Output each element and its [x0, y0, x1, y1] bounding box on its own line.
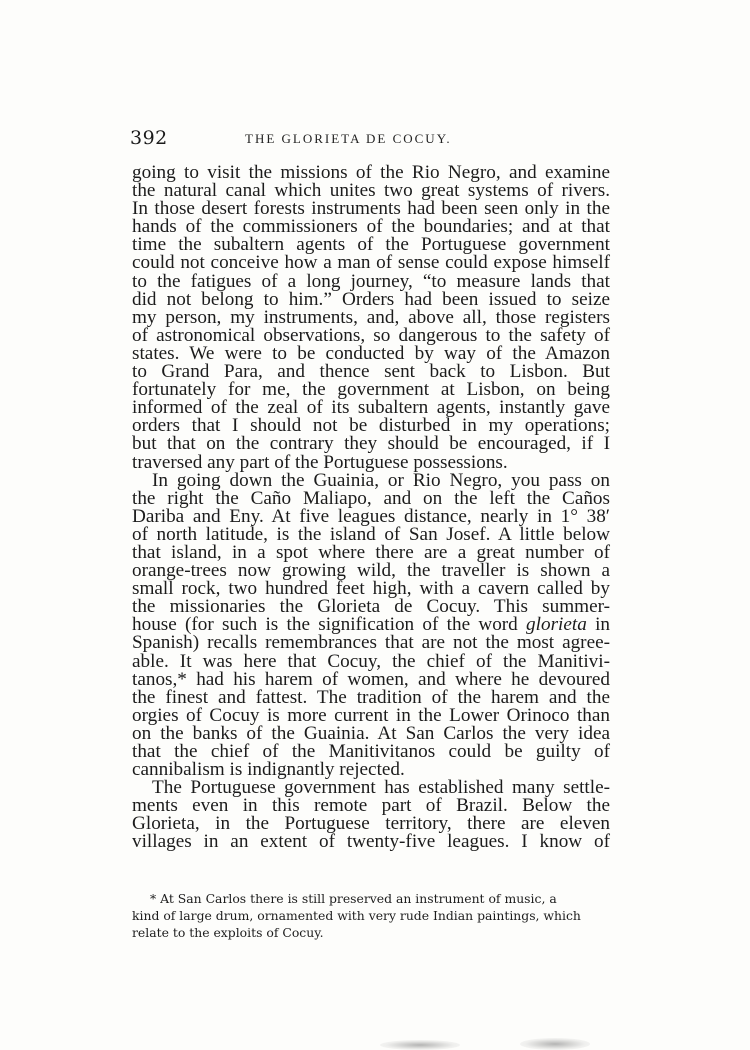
text-line: of north latitude, is the island of San Josef. A little below — [132, 523, 610, 545]
text-line: the natural canal which unites two great systems of rivers. — [132, 180, 610, 202]
text-line: on the banks of the Guainia. At San Carlos the very idea — [132, 722, 610, 744]
text-line: Spanish) recalls remembrances that are not the most agree- — [132, 632, 610, 654]
text-line: able. It was here that Cocuy, the chief of the Manitivi- — [132, 650, 610, 672]
text-line: cannibalism is indignantly rejected. — [132, 759, 405, 781]
text-line: small rock, two hundred feet high, with a cavern called by — [132, 578, 610, 600]
text-line: In going down the Guainia, or Rio Negro, you pass on — [152, 469, 610, 491]
text-line: house (for such is the signification of the word glorieta in — [132, 614, 610, 636]
text-line: the missionaries the Glorieta de Cocuy. This summer- — [132, 596, 610, 618]
text-line: my person, my instruments, and, above all, those registers — [132, 306, 610, 328]
footnote-line: relate to the exploits of Cocuy. — [132, 925, 324, 940]
footnote-line: kind of large drum, ornamented with very rude Indian paintings, which — [132, 908, 581, 923]
text-line: The Portuguese government has established many settle- — [152, 777, 610, 799]
text-line: the finest and fattest. The tradition of the harem and the — [132, 686, 610, 708]
page-number: 392 — [130, 127, 168, 149]
text-line: orders that I should not be disturbed in my operations; — [132, 415, 610, 437]
text-line: tanos,* had his harem of women, and where he devoured — [132, 668, 610, 690]
text-line: that island, in a spot where there are a great number of — [132, 541, 610, 563]
text-line: Dariba and Eny. At five leagues distance, nearly in 1° 38′ — [132, 505, 610, 527]
text-line: hands of the commissioners of the boundaries; and at that — [132, 216, 610, 238]
text-line: did not belong to him.” Orders had been issued to seize — [132, 288, 610, 310]
text-line: time the subaltern agents of the Portuguese government — [132, 234, 610, 256]
text-line: villages in an extent of twenty-five leagues. I know of — [132, 831, 610, 853]
footnote — [132, 890, 610, 941]
text-line: to Grand Para, and thence sent back to Lisbon. But — [132, 361, 610, 383]
text-line: of astronomical observations, so dangerous to the safety of — [132, 324, 610, 346]
text-line: informed of the zeal of its subaltern agents, instantly gave — [132, 397, 610, 419]
text-line: fortunately for me, the government at Lisbon, on being — [132, 379, 610, 401]
text-line: but that on the contrary they should be encouraged, if I — [132, 433, 610, 455]
text-line: could not conceive how a man of sense could expose himself — [132, 252, 610, 274]
text-line: that the chief of the Manitivitanos could be guilty of — [132, 741, 610, 762]
text-line: traversed any part of the Portuguese possessions. — [132, 451, 508, 473]
running-head: THE GLORIETA DE COCUY. — [245, 131, 452, 146]
text-line: Glorieta, in the Portuguese territory, there are eleven — [132, 813, 610, 835]
text-line: the right the Caño Maliapo, and on the left the Caños — [132, 487, 610, 509]
page-header — [130, 127, 614, 153]
text-line: going to visit the missions of the Rio Negro, and examine — [132, 162, 610, 183]
text-line: ments even in this remote part of Brazil. Below the — [132, 795, 610, 817]
text-line: In those desert forests instruments had been seen only in the — [132, 198, 610, 220]
text-line: states. We were to be conducted by way of the Amazon — [132, 342, 610, 364]
footnote-line: * At San Carlos there is still preserved an instrument of music, a — [150, 891, 557, 906]
body-text — [132, 164, 610, 852]
page-smudge-right — [520, 1038, 590, 1050]
text-line: orgies of Cocuy is more current in the Lower Orinoco than — [132, 704, 610, 726]
page-smudge-left — [380, 1040, 460, 1050]
text-line: to the fatigues of a long journey, “to measure lands that — [132, 270, 610, 292]
text-line: orange-trees now growing wild, the traveller is shown a — [132, 560, 610, 582]
